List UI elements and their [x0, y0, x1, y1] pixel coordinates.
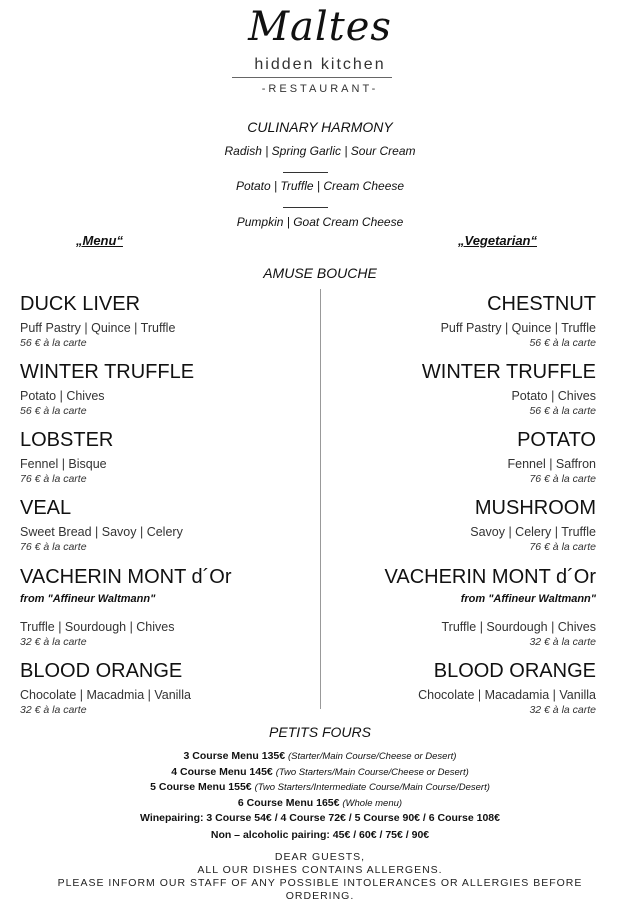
dish-item [296, 496, 596, 565]
harmony-item: Radish | Spring Garlic | Sour Cream [224, 144, 416, 158]
logo-divider [232, 77, 392, 78]
dish-name: VACHERIN MONT d´Or [20, 566, 232, 588]
dish-item [20, 428, 320, 496]
dish-price: 76 € à la carte [529, 541, 596, 553]
dish-name: VACHERIN MONT d´Or [384, 566, 596, 588]
course-price: 6 Course Menu 165€ [237, 796, 343, 809]
dish-item [296, 659, 596, 727]
dish-item [20, 292, 320, 360]
logo-restaurant: -RESTAURANT- [261, 83, 379, 95]
harmony-divider [283, 172, 328, 173]
harmony-item: Potato | Truffle | Cream Cheese [235, 179, 405, 193]
course-note: (Starter/Main Course/Cheese or Desert) [288, 751, 457, 762]
petits-fours: PETITS FOURS [269, 724, 371, 740]
non-alcoholic-pairing: Non – alcoholic pairing: 45€ / 60€ / 75€ / 90€ [210, 829, 430, 841]
dish-name: DUCK LIVER [20, 293, 141, 315]
dish-item [296, 565, 596, 659]
dish-name: WINTER TRUFFLE [421, 361, 596, 383]
harmony-item: Pumpkin | Goat Cream Cheese [236, 215, 404, 229]
course-pricing [0, 749, 640, 826]
menu-column-label: „Menu“ [76, 233, 123, 248]
harmony-title: CULINARY HARMONY [247, 119, 393, 135]
dish-price: 56 € à la carte [20, 337, 87, 349]
dish-description: Chocolate | Macadamia | Vanilla [418, 688, 596, 702]
notice-line: PLEASE INFORM OUR STAFF OF ANY POSSIBLE INTOLERANCES OR ALLERGIES BEFORE [57, 877, 583, 889]
course-line [0, 749, 640, 765]
dish-name: POTATO [517, 429, 596, 451]
notice-line: ORDERING. [285, 890, 355, 902]
restaurant-logo: Maltes [248, 4, 392, 50]
dish-description: Potato | Chives [511, 389, 596, 403]
course-line [0, 765, 640, 781]
harmony-divider [283, 207, 328, 208]
dish-description: Chocolate | Macadmia | Vanilla [20, 688, 191, 702]
notice-line: DEAR GUESTS, [274, 851, 366, 863]
dish-price: 32 € à la carte [529, 636, 596, 648]
dish-description: Fennel | Saffron [507, 457, 596, 471]
amuse-bouche: AMUSE BOUCHE [263, 265, 377, 281]
course-note: (Two Starters/Intermediate Course/Main Course/Desert) [254, 782, 490, 793]
dish-price: 32 € à la carte [529, 704, 596, 716]
course-note: (Whole menu) [342, 797, 403, 809]
dish-price: 56 € à la carte [529, 337, 596, 349]
dish-item [296, 292, 596, 360]
dish-description: Truffle | Sourdough | Chives [441, 620, 596, 634]
dish-description: Sweet Bread | Savoy | Celery [20, 525, 183, 539]
dish-item [20, 496, 320, 565]
dish-name: VEAL [20, 497, 72, 519]
notice-line: ALL OUR DISHES CONTAINS ALLERGENS. [197, 864, 443, 876]
dish-description: Truffle | Sourdough | Chives [20, 620, 175, 634]
dish-supplier: from "Affineur Waltmann" [20, 593, 156, 605]
dish-name: MUSHROOM [474, 497, 596, 519]
dish-item [20, 659, 320, 727]
dish-price: 56 € à la carte [20, 405, 87, 417]
dish-name: WINTER TRUFFLE [20, 361, 195, 383]
dish-price: 76 € à la carte [529, 473, 596, 485]
vegetarian-column [296, 292, 596, 727]
dish-name: BLOOD ORANGE [20, 660, 183, 682]
dish-item [20, 360, 320, 428]
dish-supplier: from "Affineur Waltmann" [460, 593, 596, 605]
course-line [0, 796, 640, 812]
dish-description: Savoy | Celery | Truffle [470, 525, 596, 539]
winepairing-line [0, 811, 640, 826]
dish-name: LOBSTER [20, 429, 114, 451]
dish-description: Potato | Chives [20, 389, 105, 403]
course-price: 5 Course Menu 155€ [150, 781, 255, 793]
dish-description: Puff Pastry | Quince | Truffle [440, 321, 596, 335]
dish-price: 56 € à la carte [529, 405, 596, 417]
course-note: (Two Starters/Main Course/Cheese or Desert) [275, 766, 469, 778]
dish-description: Puff Pastry | Quince | Truffle [20, 321, 176, 335]
dish-item [296, 428, 596, 496]
course-price: 3 Course Menu 135€ [183, 750, 289, 762]
dish-price: 32 € à la carte [20, 704, 87, 716]
course-line [0, 780, 640, 796]
winepairing-prices: Winepairing: 3 Course 54€ / 4 Course 72€ / 5 Course 90€ / 6 Course 108€ [140, 812, 500, 824]
dish-description: Fennel | Bisque [20, 457, 107, 471]
dish-name: CHESTNUT [487, 293, 596, 315]
logo-subtitle: hidden kitchen [254, 56, 386, 73]
dish-price: 76 € à la carte [20, 473, 87, 485]
allergen-notice [0, 851, 640, 903]
dish-price: 32 € à la carte [20, 636, 87, 648]
dish-item [20, 565, 320, 659]
course-price: 4 Course Menu 145€ [171, 765, 276, 778]
dish-price: 76 € à la carte [20, 541, 87, 553]
menu-column [20, 292, 320, 727]
dish-item [296, 360, 596, 428]
dish-name: BLOOD ORANGE [433, 660, 596, 682]
vegetarian-column-label: „Vegetarian“ [458, 233, 537, 248]
